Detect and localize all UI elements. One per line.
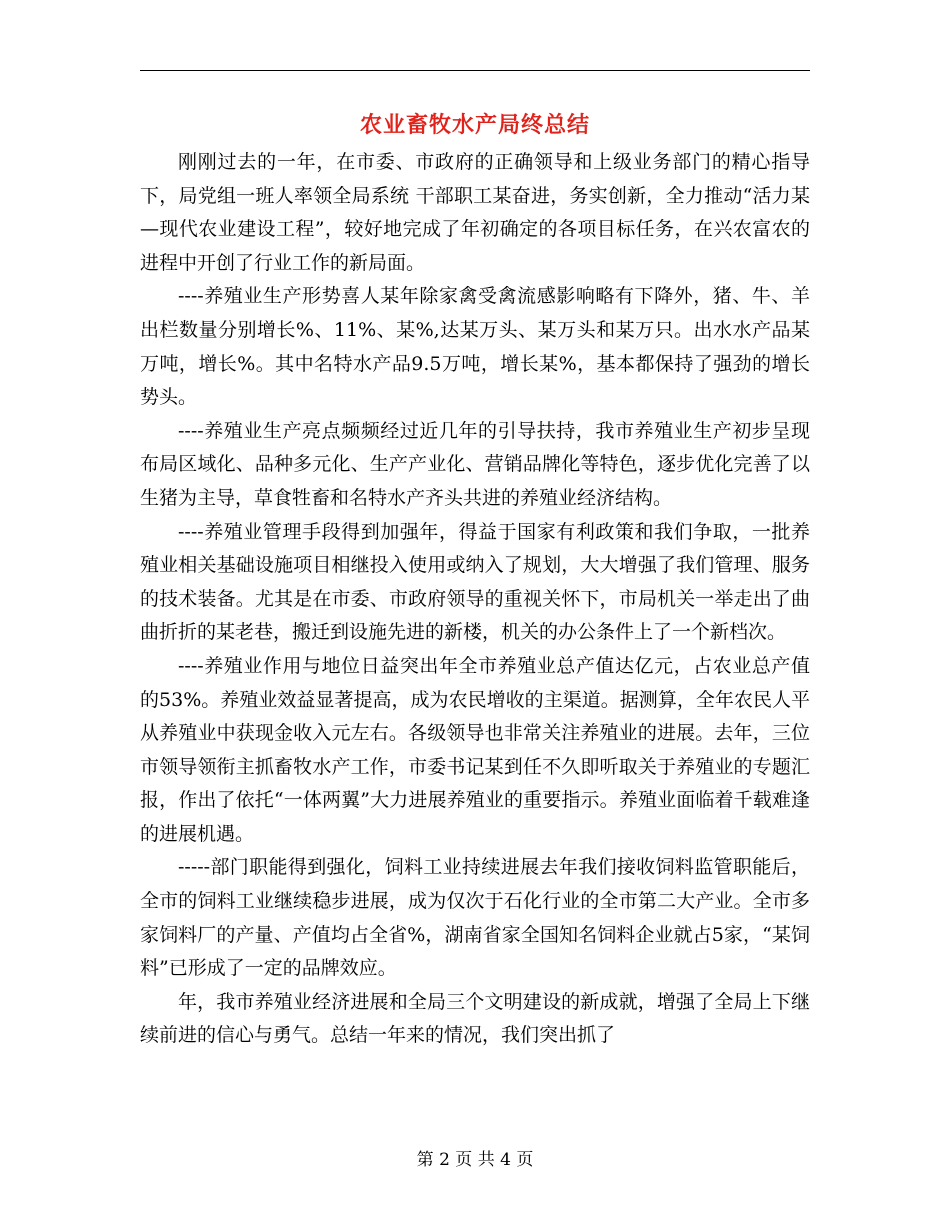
paragraph-4: ----养殖业管理手段得到加强年，得益于国家有利政策和我们争取，一批养殖业相关基础设施项目相继投入使用或纳入了规划，大大增强了我们管理、服务的技术装备。尤其是在市委、市政府领导的重视关怀下，市局机关一举走出了曲曲折折的某老巷，搬迁到设施先进的新楼，机关的办公条件上了一个新档次。	[140, 520, 810, 644]
paragraph-3: ----养殖业生产亮点频频经过近几年的引导扶持，我市养殖业生产初步呈现布局区域化、品种多元化、生产产业化、营销品牌化等特色，逐步优化完善了以生猪为主导，草食牲畜和名特水产齐头共进的养殖业经济结构。	[140, 419, 810, 509]
paragraph-6: -----部门职能得到强化，饲料工业持续进展去年我们接收饲料监管职能后，全市的饲料工业继续稳步进展，成为仅次于石化行业的全市第二大产业。全市多家饲料厂的产量、产值均占全省%，湖南省家全国知名饲料企业就占5家，“某饲料”已形成了一定的品牌效应。	[140, 856, 810, 980]
header-rule	[140, 70, 810, 71]
paragraph-1: 刚刚过去的一年，在市委、市政府的正确领导和上级业务部门的精心指导下，局党组一班人率领全局系统 干部职工某奋进，务实创新，全力推动“活力某—现代农业建设工程”，较好地完成了年初确定的各项目标任务，在兴农富农的进程中开创了行业工作的新局面。	[140, 151, 810, 274]
page-number: 第 2 页 共 4 页	[416, 1150, 534, 1170]
paragraph-2: ----养殖业生产形势喜人某年除家禽受禽流感影响略有下降外，猪、牛、羊出栏数量分别增长%、11%、某%,达某万头、某万头和某万只。出水水产品某万吨，增长%。其中名特水产品9.5万吨，增长某%，基本都保持了强劲的增长势头。	[140, 285, 810, 409]
paragraph-7: 年，我市养殖业经济进展和全局三个文明建设的新成就，增强了全局上下继续前进的信心与勇气。总结一年来的情况，我们突出抓了	[140, 990, 810, 1047]
document-title: 农业畜牧水产局终总结	[359, 112, 590, 138]
paragraph-5: ----养殖业作用与地位日益突出年全市养殖业总产值达亿元，占农业总产值的53%。养殖业效益显著提高，成为农民增收的主渠道。据测算，全年农民人平从养殖业中获现金收入元左右。各级领导也非常关注养殖业的进展。去年，三位市领导领衔主抓畜牧水产工作，市委书记某到任不久即听取关于养殖业的专题汇报，作出了依托“一体两翼”大力进展养殖业的重要指示。养殖业面临着千载难逢的进展机遇。	[140, 654, 810, 845]
document-body	[140, 146, 810, 1053]
